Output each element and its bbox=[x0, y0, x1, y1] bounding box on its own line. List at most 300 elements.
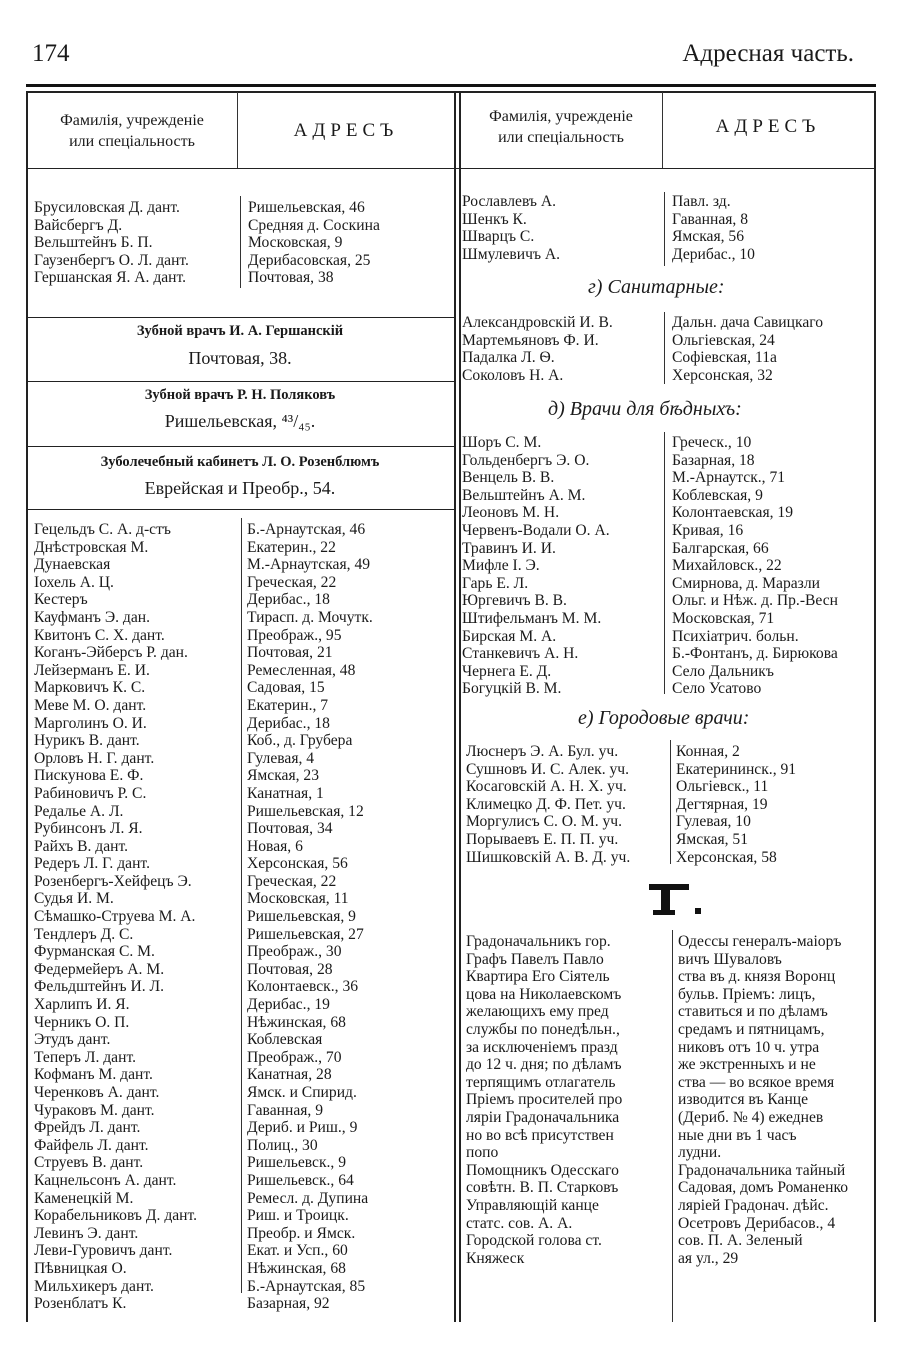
table-row bbox=[34, 1260, 449, 1278]
entry-address: Базарная, 92 bbox=[247, 1295, 330, 1313]
text-line: никовъ отъ 10 ч. утра bbox=[678, 1038, 820, 1056]
table-row bbox=[466, 849, 872, 867]
ad1-top-rule bbox=[26, 317, 454, 318]
entry-address: Ришельевск., 64 bbox=[247, 1171, 354, 1189]
entry-address: Почтовая, 34 bbox=[247, 820, 333, 838]
entry-address: Канатная, 28 bbox=[247, 1066, 332, 1084]
entry-address: Психіатрич. больн. bbox=[672, 627, 799, 645]
table-row bbox=[34, 890, 449, 908]
header-name-line1: Фамилія, учрежденіе bbox=[489, 108, 633, 125]
table-row bbox=[462, 592, 872, 610]
table-row bbox=[462, 575, 872, 593]
table-row bbox=[34, 926, 449, 944]
entry-name: Вельштейнъ Б. П. bbox=[34, 234, 153, 252]
table-row bbox=[34, 820, 449, 838]
entry-name: Климецко Д. Ф. Пет. уч. bbox=[466, 795, 626, 813]
table-row bbox=[34, 1014, 449, 1032]
text-line: ая ул., 29 bbox=[678, 1249, 739, 1267]
entry-address: Коб., д. Грубера bbox=[247, 732, 353, 750]
text-line: ства — во всякое время bbox=[678, 1073, 835, 1091]
right-group1 bbox=[462, 193, 872, 263]
entry-name: Люснеръ Э. А. Бул. уч. bbox=[466, 743, 619, 760]
entry-name: Гольденбергъ Э. О. bbox=[462, 451, 590, 469]
table-row bbox=[462, 469, 872, 487]
entry-address: Почтовая, 28 bbox=[247, 960, 333, 978]
entry-address: Б.-Арнаутская, 85 bbox=[247, 1277, 366, 1295]
entry-name: Косаговскій А. Н. Х. уч. bbox=[466, 778, 627, 796]
table-row bbox=[34, 1295, 449, 1313]
entry-name: Тендлеръ Д. С. bbox=[34, 925, 134, 943]
ad3-top-rule bbox=[26, 446, 454, 447]
entry-name: Мифле І. Э. bbox=[462, 557, 540, 575]
table-row bbox=[462, 228, 872, 246]
entry-name: Александровскій И. В. bbox=[462, 314, 613, 331]
table-row bbox=[34, 873, 449, 891]
text-line: лудни. bbox=[678, 1144, 722, 1162]
left-header-name bbox=[28, 110, 236, 152]
entry-address: Ямская, 51 bbox=[676, 830, 749, 848]
right-group-sanitary bbox=[462, 314, 872, 384]
entry-name: Шоръ С. М. bbox=[462, 434, 542, 451]
table-row bbox=[34, 1172, 449, 1190]
text-line: до 12 ч. дня; по дѣламъ bbox=[466, 1056, 622, 1074]
entry-address: Полиц., 30 bbox=[247, 1136, 318, 1154]
text-line: вичъ Шуваловъ bbox=[678, 950, 782, 968]
table-row bbox=[34, 908, 449, 926]
ad3-address: Еврейская и Преобр., 54. bbox=[144, 478, 336, 498]
entry-name: Моргулисъ С. О. М. уч. bbox=[466, 813, 623, 831]
table-row bbox=[34, 662, 449, 680]
entry-name: Розенбергъ-Хейфецъ Э. bbox=[34, 872, 192, 890]
table-row bbox=[462, 246, 872, 264]
entry-address: Смирнова, д. Маразли bbox=[672, 574, 820, 592]
entry-name: Райхъ В. дант. bbox=[34, 837, 129, 855]
table-row bbox=[34, 1225, 449, 1243]
entry-name: Черенковъ А. дант. bbox=[34, 1084, 160, 1101]
text-line: цова на Николаевскомъ bbox=[466, 985, 622, 1003]
entry-address: Конная, 2 bbox=[676, 743, 740, 760]
table-row bbox=[466, 761, 872, 779]
center-divider-2 bbox=[459, 92, 461, 1322]
ad1-address: Почтовая, 38. bbox=[188, 348, 292, 368]
entry-name: Меве М. О. дант. bbox=[34, 696, 147, 714]
entry-name: Травинъ И. И. bbox=[462, 539, 556, 557]
entry-name: Фурманская С. М. bbox=[34, 943, 155, 961]
left-group2 bbox=[34, 521, 449, 1313]
entry-name: Штифельманъ М. М. bbox=[462, 609, 602, 627]
table-row bbox=[462, 645, 872, 663]
text-line: терпящимъ отлагатель bbox=[466, 1073, 616, 1091]
text-line: Градоначальникъ гор. bbox=[466, 933, 611, 950]
entry-address: Преображ., 30 bbox=[247, 943, 342, 961]
text-line: Одессы генералъ-маіоръ bbox=[678, 933, 842, 950]
entry-address: Ремесл. д. Дупина bbox=[247, 1189, 369, 1207]
left-border bbox=[26, 92, 28, 1322]
text-line: Садовая, домъ Романенко bbox=[678, 1179, 849, 1197]
table-row bbox=[34, 1207, 449, 1225]
entry-address: Софіевская, 11а bbox=[672, 349, 777, 367]
text-line: сов. П. А. Зеленый bbox=[678, 1232, 803, 1250]
entry-address: Преобр. и Ямск. bbox=[247, 1224, 356, 1242]
table-row bbox=[34, 252, 448, 270]
entry-name: Фельдштейнъ И. Л. bbox=[34, 978, 164, 996]
entry-address: Гаванная, 9 bbox=[247, 1101, 324, 1119]
entry-name: Леоновъ М. Н. bbox=[462, 504, 560, 522]
entry-name: Гарь Е. Л. bbox=[462, 574, 529, 592]
entry-address: Московская, 71 bbox=[672, 609, 775, 627]
text-line: Градоначальника тайный bbox=[678, 1161, 846, 1179]
text-line: статс. сов. А. А. bbox=[466, 1214, 573, 1232]
table-row bbox=[34, 627, 449, 645]
table-row bbox=[462, 349, 872, 367]
entry-address: Дальн. дача Савицкаго bbox=[672, 314, 824, 331]
table-row bbox=[34, 1031, 449, 1049]
entry-name: Харлипъ И. Я. bbox=[34, 996, 130, 1014]
entry-name: Гаузенбергъ О. Л. дант. bbox=[34, 251, 189, 269]
entry-name: Орловъ Н. Г. дант. bbox=[34, 749, 155, 767]
entry-name: Марковичъ К. С. bbox=[34, 679, 146, 697]
table-row bbox=[462, 557, 872, 575]
table-row bbox=[34, 1190, 449, 1208]
entry-address: Коблевская, 9 bbox=[672, 486, 763, 504]
entry-address: Ямская, 23 bbox=[247, 767, 320, 785]
entry-address: Нѣжинская, 68 bbox=[247, 1259, 346, 1277]
ad3-bottom-rule bbox=[26, 509, 454, 510]
table-row bbox=[462, 332, 872, 350]
entry-name: Редеръ Л. Г. дант. bbox=[34, 855, 150, 873]
entry-address: Почтовая, 21 bbox=[247, 644, 333, 662]
text-line: попо bbox=[466, 1144, 499, 1162]
entry-address: Дерибас., 18 bbox=[247, 591, 330, 609]
left-group1 bbox=[34, 199, 448, 287]
table-row bbox=[34, 1154, 449, 1172]
table-row bbox=[34, 556, 449, 574]
table-row bbox=[466, 813, 872, 831]
table-row bbox=[34, 609, 449, 627]
entry-name: Струевъ В. дант. bbox=[34, 1154, 144, 1172]
entry-name: Этудъ дант. bbox=[34, 1031, 111, 1049]
text-line: средамъ и пятницамъ, bbox=[678, 1020, 825, 1038]
entry-address: Московская, 9 bbox=[248, 234, 343, 252]
entry-address: Дерибас., 10 bbox=[672, 245, 755, 263]
entry-name: Рубинсонъ Л. Я. bbox=[34, 820, 143, 838]
text-line: ставиться и по дѣламъ bbox=[678, 1003, 828, 1021]
entry-address: Греческая, 22 bbox=[247, 573, 337, 591]
text-line: ляріей Градонач. дѣйс. bbox=[678, 1196, 829, 1214]
entry-name: Богуцкій В. М. bbox=[462, 680, 562, 698]
entry-address: Московская, 11 bbox=[247, 890, 349, 908]
entry-address: Ольгіевск., 11 bbox=[676, 778, 769, 796]
entry-address: Б.-Арнаутская, 46 bbox=[247, 521, 366, 538]
table-row bbox=[34, 803, 449, 821]
entry-name: Дунаевская bbox=[34, 556, 111, 574]
entry-address: Михайловск., 22 bbox=[672, 557, 782, 575]
top-rule-thin bbox=[26, 91, 876, 93]
table-row bbox=[34, 644, 449, 662]
left-header-sep bbox=[237, 92, 238, 168]
table-row bbox=[462, 522, 872, 540]
table-row bbox=[34, 978, 449, 996]
section-sanitary: г) Санитарные: bbox=[588, 276, 725, 298]
table-row bbox=[34, 574, 449, 592]
gov-left-text bbox=[466, 933, 666, 1267]
entry-name: Шварцъ С. bbox=[462, 228, 535, 246]
table-row bbox=[34, 269, 448, 287]
entry-address: Колонтаевская, 19 bbox=[672, 504, 794, 522]
table-row bbox=[34, 767, 449, 785]
entry-name: Падалка Л. Ѳ. bbox=[462, 349, 555, 367]
entry-name: Чураковъ М. дант. bbox=[34, 1101, 155, 1119]
entry-name: Нурикъ В. дант. bbox=[34, 732, 140, 750]
entry-address: Средняя д. Соскина bbox=[248, 216, 380, 234]
entry-address: Базарная, 18 bbox=[672, 451, 755, 469]
text-line: (Дериб. № 4) ежеднев bbox=[678, 1108, 824, 1126]
table-row bbox=[462, 434, 872, 452]
entry-address: Екатерининск., 91 bbox=[676, 760, 797, 778]
table-row bbox=[462, 504, 872, 522]
text-line: за исключеніемъ празд bbox=[466, 1038, 618, 1056]
text-line: желающихъ ему пред bbox=[466, 1003, 609, 1021]
entry-address: Преображ., 95 bbox=[247, 626, 342, 644]
entry-address: Ольг. и Нѣж. д. Пр.-Весн bbox=[672, 592, 838, 610]
entry-address: Почтовая, 38 bbox=[248, 269, 334, 287]
text-line: Графъ Павелъ Павло bbox=[466, 950, 604, 968]
header-name-line2: или спеціальность bbox=[69, 133, 195, 150]
entry-name: Брусиловская Д. дант. bbox=[34, 199, 180, 216]
right-header-name bbox=[461, 106, 661, 148]
entry-name: Шишковскій А. В. Д. уч. bbox=[466, 848, 631, 866]
text-line: ства въ д. князя Воронц bbox=[678, 968, 836, 986]
table-row bbox=[462, 193, 872, 211]
entry-name: Фрейдъ Л. дант. bbox=[34, 1119, 141, 1137]
header-name-line1: Фамилія, учрежденіе bbox=[60, 112, 204, 129]
table-row bbox=[34, 1102, 449, 1120]
page-number: 174 bbox=[32, 40, 70, 67]
entry-address: Екатерин., 7 bbox=[247, 696, 329, 714]
table-row bbox=[34, 1049, 449, 1067]
entry-name: Кацнельсонъ А. дант. bbox=[34, 1171, 177, 1189]
text-line: службы по понедѣльн., bbox=[466, 1020, 620, 1038]
entry-name: Станкевичъ А. Н. bbox=[462, 645, 579, 663]
right-header-address: АДРЕСЪ bbox=[715, 116, 821, 137]
entry-name: Чернега Е. Д. bbox=[462, 662, 552, 680]
entry-address: Ришельевская, 9 bbox=[247, 908, 356, 926]
table-row bbox=[34, 539, 449, 557]
text-line: бульв. Пріемъ: лицъ, bbox=[678, 985, 816, 1003]
entry-name: Черникъ О. П. bbox=[34, 1013, 130, 1031]
table-row bbox=[34, 1084, 449, 1102]
entry-address: Екатерин., 22 bbox=[247, 538, 336, 556]
entry-address: Дерибас., 18 bbox=[247, 714, 330, 732]
right-group-poor-doctors bbox=[462, 434, 872, 698]
entry-address: Преображ., 70 bbox=[247, 1048, 342, 1066]
entry-name: Венцель В. В. bbox=[462, 469, 555, 487]
text-line: Пріемъ просителей про bbox=[466, 1091, 623, 1109]
table-row bbox=[34, 732, 449, 750]
entry-name: Квитонъ С. Х. дант. bbox=[34, 626, 165, 644]
entry-address: Садовая, 15 bbox=[247, 679, 325, 697]
text-line: ные дни въ 1 часъ bbox=[678, 1126, 797, 1144]
text-line: совѣтн. В. П. Старковъ bbox=[466, 1179, 619, 1197]
entry-address: Б.-Фонтанъ, д. Бирюкова bbox=[672, 645, 838, 663]
ad2-title: Зубной врачъ Р. Н. Поляковъ bbox=[144, 387, 336, 403]
entry-address: Канатная, 1 bbox=[247, 784, 324, 802]
entry-name: Рославлевъ А. bbox=[462, 193, 557, 210]
text-line: но во всѣ присутствен bbox=[466, 1126, 614, 1144]
right-border bbox=[874, 92, 876, 1322]
entry-address: Село Дальникъ bbox=[672, 662, 774, 680]
entry-address: Коблевская bbox=[247, 1031, 323, 1049]
entry-name: Шенкъ К. bbox=[462, 210, 527, 228]
table-row bbox=[462, 487, 872, 505]
table-row bbox=[34, 785, 449, 803]
entry-name: Розенблатъ К. bbox=[34, 1295, 127, 1313]
table-row bbox=[34, 855, 449, 873]
entry-address: Греческая, 22 bbox=[247, 872, 337, 890]
entry-address: Ямск. и Спирид. bbox=[247, 1084, 357, 1101]
entry-address: Ольгіевская, 24 bbox=[672, 331, 775, 349]
right-group-city-doctors bbox=[466, 743, 872, 866]
entry-name: Шмулевичъ А. bbox=[462, 245, 561, 263]
text-line: Городской голова ст. bbox=[466, 1232, 602, 1250]
entry-name: Мильхикеръ дант. bbox=[34, 1277, 154, 1295]
entry-name: Червенъ-Водали О. А. bbox=[462, 521, 610, 539]
right-header-sep bbox=[662, 92, 663, 168]
entry-name: Бирская М. А. bbox=[462, 627, 557, 645]
table-row bbox=[34, 1242, 449, 1260]
entry-address: Херсонская, 58 bbox=[676, 848, 777, 866]
gov-right-text bbox=[678, 933, 874, 1267]
entry-address: Дерибас., 19 bbox=[247, 996, 330, 1014]
entry-name: Пискунова Е. Ф. bbox=[34, 767, 144, 785]
entry-name: Пѣвницкая О. bbox=[34, 1259, 127, 1277]
table-row bbox=[34, 591, 449, 609]
entry-name: Юргевичъ В. В. bbox=[462, 592, 567, 610]
entry-address: Гулевая, 4 bbox=[247, 749, 315, 767]
table-row bbox=[466, 831, 872, 849]
table-row bbox=[34, 715, 449, 733]
entry-address: Дегтярная, 19 bbox=[676, 795, 768, 813]
table-row bbox=[34, 697, 449, 715]
entry-name: Левинъ Э. дант. bbox=[34, 1224, 139, 1242]
table-row bbox=[34, 961, 449, 979]
header-name-line2: или спеціальность bbox=[498, 129, 624, 146]
table-row bbox=[34, 521, 449, 539]
entry-name: Каменецкій М. bbox=[34, 1189, 134, 1207]
entry-address: Греческ., 10 bbox=[672, 434, 752, 451]
entry-address: Павл. зд. bbox=[672, 193, 731, 210]
entry-address: Дерибасовская, 25 bbox=[248, 251, 371, 269]
entry-name: Лейзерманъ Е. И. bbox=[34, 661, 150, 679]
entry-address: Гулевая, 10 bbox=[676, 813, 751, 831]
gov-sep bbox=[672, 930, 673, 1322]
letter-g-heading bbox=[645, 878, 705, 918]
entry-name: Редалье А. Л. bbox=[34, 802, 124, 820]
entry-name: Днѣстровская М. bbox=[34, 538, 149, 556]
entry-address: Новая, 6 bbox=[247, 837, 303, 855]
text-line: Помощникъ Одесскаго bbox=[466, 1161, 619, 1179]
entry-address: Тирасп. д. Мочутк. bbox=[247, 608, 373, 626]
text-line: Княжеск bbox=[466, 1249, 525, 1267]
entry-address: Херсонская, 32 bbox=[672, 366, 773, 384]
table-row bbox=[462, 211, 872, 229]
ad2-address: Ришельевская, ⁴³/₄₅. bbox=[164, 411, 316, 431]
table-row bbox=[34, 679, 449, 697]
entry-address: Нѣжинская, 68 bbox=[247, 1013, 346, 1031]
table-row bbox=[462, 314, 872, 332]
entry-name: Сушновъ И. С. Алек. уч. bbox=[466, 760, 630, 778]
center-divider bbox=[454, 92, 456, 1322]
entry-address: Ришельевск., 9 bbox=[247, 1154, 347, 1172]
table-row bbox=[466, 743, 872, 761]
table-row bbox=[34, 943, 449, 961]
left-header-address: АДРЕСЪ bbox=[293, 120, 399, 141]
section-city-doctors: е) Городовые врачи: bbox=[578, 707, 750, 729]
entry-name: Гецельдъ С. А. д-стъ bbox=[34, 521, 171, 538]
entry-address: Село Усатово bbox=[672, 680, 762, 698]
entry-address: М.-Арнаутская, 49 bbox=[247, 556, 371, 574]
table-row bbox=[34, 1137, 449, 1155]
entry-address: Балгарская, 66 bbox=[672, 539, 769, 557]
entry-name: Вайсбергъ Д. bbox=[34, 216, 123, 234]
entry-name: Порываевъ Е. П. П. уч. bbox=[466, 830, 619, 848]
table-row bbox=[34, 1066, 449, 1084]
entry-name: Файфель Л. дант. bbox=[34, 1136, 149, 1154]
entry-name: Мартемьяновъ Ф. И. bbox=[462, 331, 599, 349]
entry-name: Вельштейнъ А. М. bbox=[462, 486, 586, 504]
table-row bbox=[462, 680, 872, 698]
entry-name: Кестеръ bbox=[34, 591, 88, 609]
table-row bbox=[34, 750, 449, 768]
entry-name: Корабельниковъ Д. дант. bbox=[34, 1207, 198, 1225]
entry-name: Марголинъ О. И. bbox=[34, 714, 147, 732]
entry-name: Рабиновичъ Р. С. bbox=[34, 784, 147, 802]
entry-address: Колонтаевск., 36 bbox=[247, 978, 359, 996]
entry-address: Ремесленная, 48 bbox=[247, 661, 356, 679]
text-line: же экстренныхъ и не bbox=[678, 1056, 816, 1074]
ad1-title: Зубной врачъ И. А. Гершанскій bbox=[136, 323, 344, 339]
entry-address: Ришельевская, 46 bbox=[248, 199, 365, 216]
entry-name: Кауфманъ Э. дан. bbox=[34, 608, 151, 626]
entry-name: Федермейеръ А. М. bbox=[34, 960, 165, 978]
entry-name: Іохель А. Ц. bbox=[34, 573, 114, 591]
top-rule bbox=[26, 84, 876, 87]
entry-address: Екат. и Усп., 60 bbox=[247, 1242, 348, 1260]
table-row bbox=[34, 996, 449, 1014]
entry-name: Коганъ-Эйберсъ Р. дан. bbox=[34, 644, 188, 662]
text-line: Квартира Его Сіятель bbox=[466, 968, 610, 986]
text-line: Осетровъ Дерибасов., 4 bbox=[678, 1214, 836, 1232]
entry-address: Дериб. и Риш., 9 bbox=[247, 1119, 358, 1137]
entry-name: Соколовъ Н. А. bbox=[462, 366, 564, 384]
table-row bbox=[462, 610, 872, 628]
entry-name: Кофманъ М. дант. bbox=[34, 1066, 153, 1084]
entry-address: М.-Арнаутск., 71 bbox=[672, 469, 786, 487]
entry-name: Судья И. М. bbox=[34, 890, 114, 908]
table-row bbox=[34, 1119, 449, 1137]
table-row bbox=[34, 838, 449, 856]
text-line: ляріи Градоначальника bbox=[466, 1108, 620, 1126]
entry-name: Сѣмашко-Струева М. А. bbox=[34, 908, 196, 926]
entry-name: Теперъ Л. дант. bbox=[34, 1048, 136, 1066]
table-row bbox=[34, 199, 448, 217]
ad2-top-rule bbox=[26, 381, 454, 382]
table-row bbox=[462, 628, 872, 646]
table-row bbox=[466, 778, 872, 796]
table-row bbox=[462, 452, 872, 470]
text-line: изводится въ Канце bbox=[678, 1091, 809, 1109]
entry-address: Риш. и Троицк. bbox=[247, 1207, 349, 1225]
